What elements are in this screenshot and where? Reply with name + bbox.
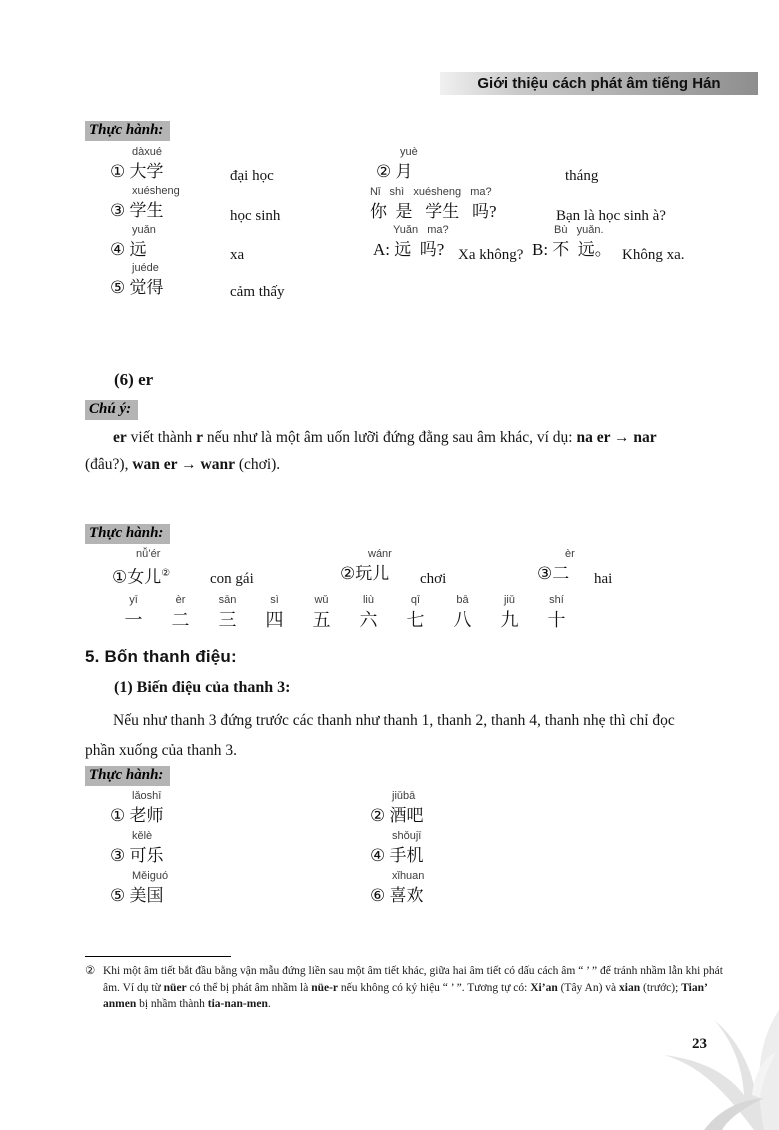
practice-label: Thực hành: <box>85 524 170 544</box>
vocab-hanzi: ② 月 <box>376 162 413 181</box>
vocab-pinyin: yuè <box>400 146 418 158</box>
vocab-hanzi: ② 酒吧 <box>370 806 424 825</box>
vocab-meaning: chơi <box>420 571 447 587</box>
vocab-item <box>110 790 164 827</box>
vocab-meaning: Bạn là học sinh à? <box>556 208 666 224</box>
number-item: sān 三 <box>218 594 237 630</box>
vocab-hanzi: ⑥ 喜欢 <box>370 886 424 905</box>
vocab-pinyin: Měiguó <box>132 870 169 882</box>
note-label: Chú ý: <box>85 400 138 420</box>
section-6-heading: (6) er <box>114 370 154 389</box>
vocab-hanzi: B: 不 远。 <box>532 240 612 259</box>
vocab-meaning: xa <box>230 247 245 263</box>
vocab-pinyin: lǎoshī <box>132 790 162 802</box>
vocab-meaning: cảm thấy <box>230 284 285 300</box>
number-item: shí 十 <box>547 594 566 630</box>
vocab-item <box>110 146 164 183</box>
vocab-hanzi: ⑤ 觉得 <box>110 278 164 297</box>
number-item: èr 二 <box>171 594 190 630</box>
vocab-item <box>110 870 168 907</box>
vocab-meaning: học sinh <box>230 208 281 224</box>
vocab-hanzi: ①女儿② <box>112 567 171 587</box>
number-item: wǔ 五 <box>312 594 331 630</box>
chapter-header-banner: Giới thiệu cách phát âm tiếng Hán <box>440 72 758 95</box>
vocab-item <box>370 830 424 867</box>
vocab-hanzi: ②玩儿 <box>340 564 390 583</box>
number-item: jiǔ 九 <box>500 594 519 630</box>
vocab-sentence <box>370 186 497 223</box>
vocab-hanzi: ③ 学生 <box>110 201 164 220</box>
vocab-item <box>110 262 164 299</box>
number-item: sì 四 <box>265 594 284 630</box>
number-item: yī 一 <box>124 594 143 630</box>
vocab-item <box>110 185 180 222</box>
vocab-hanzi: ③二 <box>537 564 570 583</box>
vocab-hanzi: ① 老师 <box>110 806 164 825</box>
vocab-pinyin: Yuǎn ma? <box>393 224 449 236</box>
note-paragraph: er viết thành r nếu như là một âm uốn lưỡi đứng đằng sau âm khác, ví dụ: na er → nar (đâu?), wan er → wanr (chơi). <box>85 429 657 473</box>
section-5-1-subheading: (1) Biến điệu của thanh 3: <box>114 679 291 696</box>
vocab-hanzi: ① 大学 <box>110 162 164 181</box>
vocab-hanzi: 你 是 学生 吗? <box>370 202 497 221</box>
vocab-pinyin: Nǐ shì xuésheng ma? <box>370 186 492 198</box>
vocab-meaning: hai <box>594 571 613 587</box>
vocab-pinyin: yuǎn <box>132 224 156 236</box>
vocab-hanzi: A: 远 吗? <box>373 240 445 259</box>
footnote-ref: ② <box>161 568 171 579</box>
vocab-hanzi: ④ 手机 <box>370 846 424 865</box>
vocab-pinyin: xǐhuan <box>392 870 425 882</box>
vocab-item <box>537 548 575 585</box>
vocab-hanzi: ③ 可乐 <box>110 846 164 865</box>
vocab-pinyin: xuésheng <box>132 185 180 197</box>
vocab-pinyin: jiǔbā <box>392 790 416 802</box>
number-item: bā 八 <box>453 594 472 630</box>
vocab-item <box>370 790 424 827</box>
number-item: liù 六 <box>359 594 378 630</box>
footnote-marker: ② <box>85 965 96 977</box>
flower-decoration <box>604 970 779 1130</box>
vocab-meaning: đại học <box>230 168 274 184</box>
vocab-dialog-b <box>532 224 612 261</box>
vocab-pinyin: èr <box>565 548 575 560</box>
vocab-item <box>112 548 170 589</box>
vocab-pinyin: wánr <box>368 548 392 560</box>
footnote-divider <box>85 956 231 957</box>
vocab-meaning: Xa không? <box>458 247 524 263</box>
vocab-meaning: Không xa. <box>622 247 685 263</box>
vocab-meaning: tháng <box>565 168 599 184</box>
vocab-hanzi: ⑤ 美国 <box>110 886 164 905</box>
vocab-pinyin: nǚ’ér <box>136 548 161 560</box>
vocab-item <box>376 146 418 183</box>
practice-label: Thực hành: <box>85 121 170 141</box>
section-5-body: Nếu như thanh 3 đứng trước các thanh như thanh 1, thanh 2, thanh 4, thanh nhẹ thì chỉ đọc phần xuống của thanh 3. <box>85 712 675 759</box>
vocab-item <box>110 830 164 867</box>
vocab-item <box>340 548 392 585</box>
vocab-hanzi: ④ 远 <box>110 240 147 259</box>
vocab-pinyin: juéde <box>132 262 159 274</box>
vocab-pinyin: dàxué <box>132 146 162 158</box>
footnote-text: ② Khi một âm tiết bắt đầu bằng vận mẫu đứng liền sau một âm tiết khác, giữa hai âm tiết có dấu cách âm “ ’ ” để tránh nhầm lẫn khi phát âm. Ví dụ từ nüer có thể bị phát âm nhầm là nüe-r nếu không có ký hiệu “ ’ ”. Tương tự có: Xi’an (Tây An) và xian (trước); Tian’ anmen bị nhầm thành tia-nan-men. <box>85 965 723 1010</box>
vocab-pinyin: shǒujī <box>392 830 422 842</box>
section-5-heading: 5. Bốn thanh điệu: <box>85 647 237 666</box>
vocab-pinyin: Bù yuǎn. <box>554 224 604 236</box>
vocab-dialog-a <box>373 224 449 261</box>
number-item: qī 七 <box>406 594 425 630</box>
practice-label: Thực hành: <box>85 766 170 786</box>
vocab-item <box>370 870 424 907</box>
page-number: 23 <box>692 1036 707 1052</box>
vocab-item <box>110 224 156 261</box>
numbers-row <box>110 594 580 631</box>
vocab-pinyin: kělè <box>132 830 153 842</box>
vocab-meaning: con gái <box>210 571 254 587</box>
